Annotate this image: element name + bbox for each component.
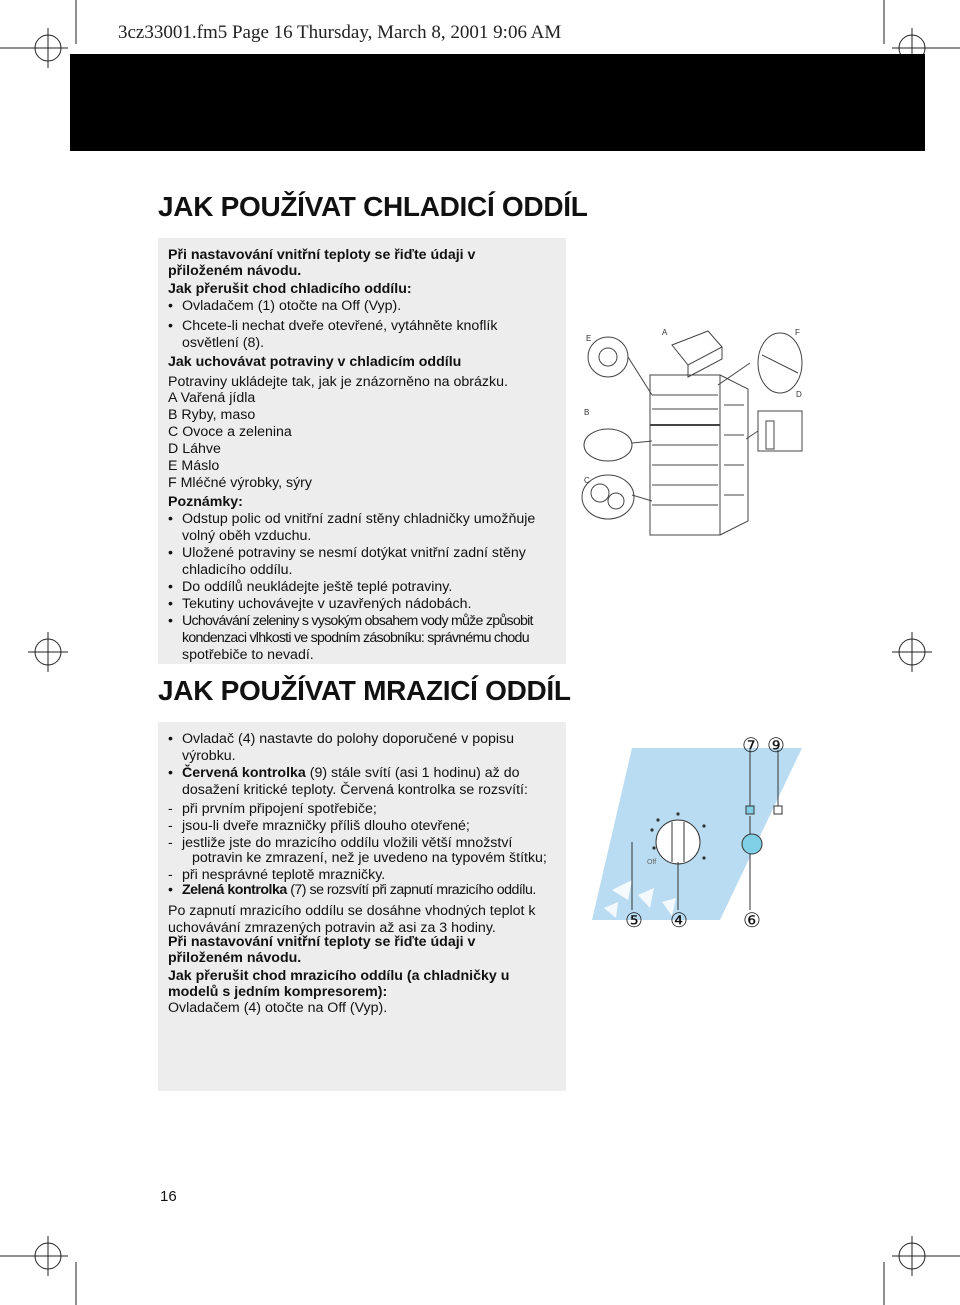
bullet-item: • Uložené potraviny se nesmí dotýkat vnitřní zadní stěny: [182, 545, 526, 562]
text-line: chladicího oddílu.: [182, 562, 293, 578]
list-item: C Ovoce a zelenina: [168, 424, 292, 440]
text-line: volný oběh vzduchu.: [182, 528, 312, 544]
dash-item: - při nesprávné teplotě mrazničky.: [182, 867, 385, 884]
text-line: Při nastavování vnitřní teploty se řiďte údaji v: [168, 934, 476, 950]
dash-item: - při prvním připojení spotřebiče;: [182, 801, 377, 818]
callout-9: ⑨: [767, 735, 785, 757]
svg-text:D: D: [796, 390, 802, 399]
text-line: Jak uchovávat potraviny v chladicím oddílu: [168, 354, 462, 370]
text-span: (9) stále svítí (asi 1 hodinu) až do: [305, 765, 520, 781]
section-title-freezer: JAK POUŽÍVAT MRAZICÍ ODDÍL: [158, 675, 571, 706]
bullet-item: • Ovladačem (1) otočte na Off (Vyp).: [182, 298, 401, 315]
callout-6: ⑥: [743, 910, 761, 932]
fridge-text-box: [158, 238, 566, 664]
svg-text:Off: Off: [647, 859, 657, 866]
bullet-item: • Ovladač (4) nastavte do polohy doporučené v popisu: [182, 731, 514, 748]
bullet-item: • Chcete-li nechat dveře otevřené, vytáhněte knoflík: [182, 318, 497, 335]
text-line: spotřebiče to nevadí.: [182, 647, 314, 663]
callout-7: ⑦: [742, 735, 760, 757]
section-title-fridge: JAK POUŽÍVAT CHLADICÍ ODDÍL: [158, 191, 588, 222]
text-line: Jak přerušit chod chladicího oddílu:: [168, 281, 412, 297]
bullet-item: • Odstup polic od vnitřní zadní stěny chladničky umožňuje: [182, 511, 535, 528]
callout-4: ④: [670, 910, 688, 932]
text-line: Potraviny ukládejte tak, jak je znázorněno na obrázku.: [168, 374, 508, 390]
list-item: E Máslo: [168, 458, 220, 474]
text-line: Při nastavování vnitřní teploty se řiďte údaji v: [168, 247, 476, 263]
text-line: dosažení kritické teploty. Červená kontrolka se rozsvítí:: [182, 782, 528, 798]
svg-text:C: C: [584, 476, 590, 485]
svg-text:B: B: [584, 408, 590, 417]
bullet-item: • Tekutiny uchovávejte v uzavřených nádobách.: [182, 596, 471, 613]
bullet-item: [182, 765, 520, 782]
text-line: potravin ke zmrazení, než je uvedeno na typovém štítku;: [192, 850, 547, 866]
list-item: F Mléčné výrobky, sýry: [168, 475, 313, 491]
text-line: Ovladačem (4) otočte na Off (Vyp).: [168, 1000, 388, 1016]
text-line: uchovávání zmrazených potravin až asi za 3 hodiny.: [168, 920, 496, 936]
fridge-illustration: [580, 325, 810, 540]
list-item: B Ryby, maso: [168, 407, 256, 423]
text-line: Po zapnutí mrazicího oddílu se dosáhne vhodných teplot k: [168, 903, 536, 919]
dash-item: - jsou-li dveře mrazničky příliš dlouho otevřené;: [182, 818, 470, 835]
running-header: 3cz33001.fm5 Page 16 Thursday, March 8, 2001 9:06 AM: [118, 22, 562, 43]
text-line: přiloženém návodu.: [168, 950, 302, 966]
notes-heading: Poznámky:: [168, 494, 243, 510]
text-line: osvětlení (8).: [182, 335, 265, 351]
callout-5: ⑤: [625, 910, 643, 932]
text-line: Jak přerušit chod mrazicího oddílu (a chladničky u: [168, 968, 510, 984]
freezer-control-illustration: [592, 730, 804, 940]
text-line: kondenzaci vlhkosti ve spodním zásobníku: správnému chodu: [182, 630, 529, 646]
list-item: A Vařená jídla: [168, 390, 256, 406]
text-line: přiloženém návodu.: [168, 263, 302, 279]
red-indicator-label: Červená kontrolka: [182, 765, 306, 781]
text-line: modelů s jedním kompresorem):: [168, 984, 388, 1000]
header-band: [70, 54, 925, 151]
list-item: D Láhve: [168, 441, 221, 457]
bullet-item: [182, 882, 536, 899]
freezer-text-box: [158, 722, 566, 1091]
text-line: výrobku.: [182, 748, 236, 764]
text-span: (7) se rozsvítí při zapnutí mrazicího oddílu.: [286, 882, 536, 898]
green-indicator-label: Zelená kontrolka: [182, 882, 287, 898]
bullet-item: • Do oddílů neukládejte ještě teplé potraviny.: [182, 579, 452, 596]
bullet-item: • Uchovávání zeleniny s vysokým obsahem vody může způsobit: [182, 613, 533, 630]
svg-text:E: E: [586, 334, 592, 343]
svg-text:F: F: [795, 328, 800, 337]
svg-text:A: A: [662, 328, 668, 337]
dash-item: - jestliže jste do mrazicího oddílu vložili větší množství: [182, 835, 512, 852]
page-number: 16: [160, 1188, 177, 1205]
